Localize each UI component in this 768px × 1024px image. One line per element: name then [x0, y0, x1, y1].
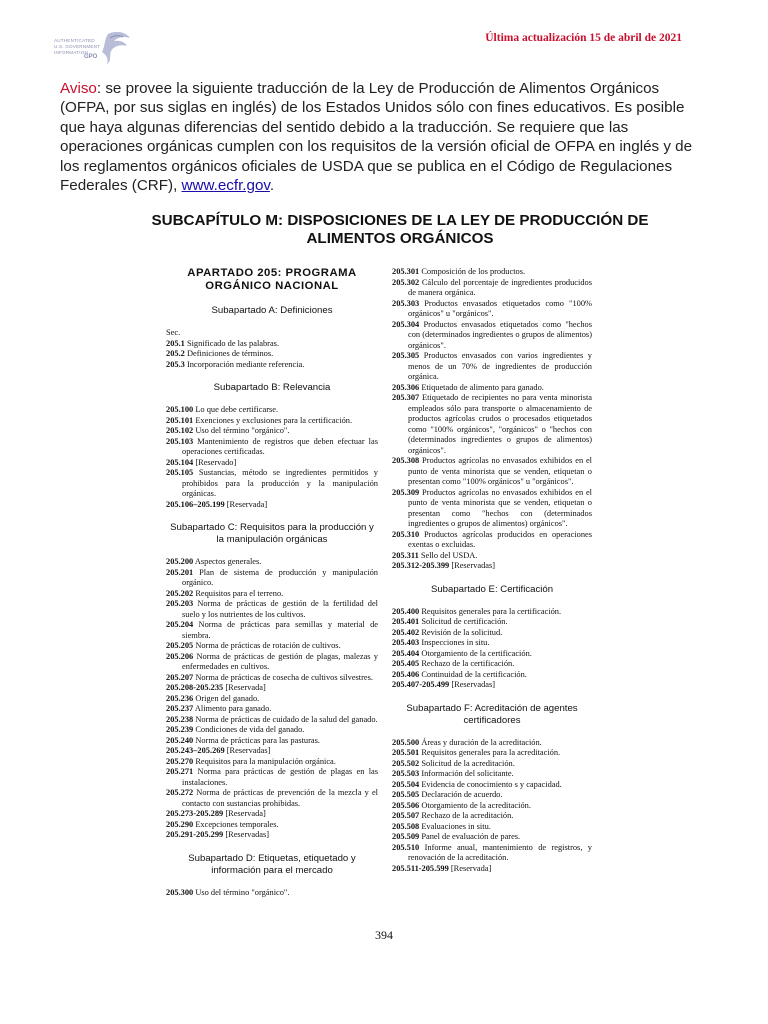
toc-entry [166, 426, 378, 437]
toc-entry [392, 811, 592, 822]
section-title: Rechazo de la acreditación. [419, 811, 514, 820]
section-title: Mantenimiento de registros que deben efectuar las operaciones certificadas. [182, 436, 378, 456]
subpart-d-list-right [392, 267, 592, 572]
toc-entry [166, 599, 378, 620]
section-title: Sustancias, método se ingredientes permitidos y prohibidos para la producción y la manipulación orgánicas. [182, 468, 378, 498]
section-number: 205.207 [166, 672, 194, 682]
subpart-a-title: Subapartado A: Definiciones [211, 305, 333, 316]
section-number: 205.504 [392, 779, 420, 789]
subpart-d-list-left [166, 888, 378, 899]
section-number: 205.272 [166, 788, 194, 797]
section-number: 205.403 [392, 638, 420, 647]
notice-text: : se provee la siguiente traducción de la Ley de Producción de Alimentos Orgánicos (OFPA, por sus siglas en inglés) de los Estados Unidos sólo con fines educativos. Es posible que haya algunas diferencias del sentido debido a la traducción. Se requiere que las operaciones orgánicas cumplen con los requisitos de la versión oficial de OFPA en inglés y de los reglamentos orgánicos oficiales de USDA que se publica en el Código de Regulaciones Federales (CRF), [60, 80, 693, 195]
toc-entry [166, 788, 378, 809]
toc-entry [166, 767, 378, 788]
section-number: 205.302 [392, 277, 420, 287]
toc-entry [392, 659, 592, 670]
section-number: 205.203 [166, 599, 194, 608]
section-number: 205.311 [392, 550, 419, 560]
section-number: 205.1 [166, 338, 185, 348]
section-number: 205.510 [392, 842, 420, 852]
toc-entry [166, 339, 378, 350]
section-number: 205.308 [392, 456, 420, 465]
section-number: 205.270 [166, 756, 194, 766]
section-title: Productos envasados etiquetados como "100% orgánicos" u "orgánicos". [408, 298, 592, 318]
section-number: 205.106–205.199 [166, 499, 225, 509]
notice-label: Aviso [60, 80, 97, 97]
section-number: 205.402 [392, 627, 420, 637]
toc-entry [166, 746, 378, 757]
toc-entry [392, 670, 592, 681]
section-number: 205.500 [392, 737, 420, 747]
toc-entry [166, 888, 378, 899]
logo-text-line-1: AUTHENTICATED [54, 38, 95, 43]
toc-entry [166, 683, 378, 694]
section-number: 205.201 [166, 567, 194, 577]
section-title: Productos agrícolas producidos en operaciones exentas o excluidas. [408, 529, 592, 549]
section-title: Norma de prácticas de gestión de la fertilidad del suelo y los nutrientes de los cultivos. [182, 599, 378, 619]
section-number: 205.312-205.399 [392, 561, 450, 570]
subpart-c-title: Subapartado C: Requisitos para la producción y la manipulación orgánicas [170, 522, 374, 545]
section-number: 205.509 [392, 832, 420, 841]
section-title: Inspecciones in situ. [419, 638, 490, 647]
toc-entry [392, 607, 592, 618]
toc-entry [166, 416, 378, 427]
section-number: 205.200 [166, 557, 194, 566]
subpart-f-title: Subapartado F: Acreditación de agentes certificadores [406, 702, 578, 726]
toc-entry [166, 458, 378, 469]
section-title: [Reservadas] [449, 561, 496, 570]
section-title: Requisitos generales para la acreditación. [419, 748, 561, 757]
section-number: 205.301 [392, 267, 420, 276]
toc-entry [392, 267, 592, 278]
logo-mark: GPO [84, 54, 98, 60]
section-number: 205.503 [392, 769, 420, 778]
section-number: 205.307 [392, 393, 420, 402]
eagle-icon [50, 28, 140, 70]
section-title: Revisión de la solicitud. [419, 627, 503, 637]
toc-entry [392, 769, 592, 780]
section-title: Uso del término "orgánico". [193, 887, 290, 897]
section-title: Panel de evaluación de pares. [419, 832, 521, 841]
toc-entry [392, 530, 592, 551]
section-number: 205.407-205.499 [392, 680, 450, 689]
toc-entry [166, 620, 378, 641]
section-title: Lo que debe certificarse. [193, 405, 279, 414]
section-title: Norma de prácticas de cosecha de cultivos silvestres. [193, 672, 373, 682]
section-title: Norma de prácticas para semillas y material de siembra. [182, 620, 378, 640]
section-title: Evidencia de conocimiento s y capacidad. [419, 779, 562, 789]
toc-entry [392, 299, 592, 320]
section-title: Áreas y duración de la acreditación. [419, 737, 542, 747]
chapter-title: SUBCAPÍTULO M: DISPOSICIONES DE LA LEY DE PRODUCCIÓN DE ALIMENTOS ORGÁNICOS [151, 212, 649, 247]
section-title: [Reservada] [224, 499, 268, 509]
section-title: Definiciones de términos. [184, 349, 274, 358]
toc-entry [166, 725, 378, 736]
section-title: Evaluaciones in situ. [419, 821, 491, 831]
section-title: Otorgamiento de la certificación. [419, 648, 532, 658]
section-number: 205.404 [392, 648, 420, 658]
toc-entry [392, 383, 592, 394]
section-title: Norma de prácticas para las pasturas. [193, 735, 320, 745]
section-title: Productos agrícolas no envasados exhibidos en el punto de venta minorista que se venden, etiquetan o presentan como "hechos con (determinados ingredientes o grupos de alimentos) orgánicos". [408, 487, 592, 528]
section-number: 205.237 [166, 704, 194, 713]
section-number: 205.505 [392, 790, 420, 799]
toc-entry [166, 820, 378, 831]
section-title: [Reservada] [448, 863, 492, 873]
section-number: 205.236 [166, 693, 194, 703]
section-number: 205.400 [392, 606, 420, 616]
section-number: 205.501 [392, 748, 420, 757]
part-title: APARTADO 205: PROGRAMA ORGÁNICO NACIONAL [187, 267, 357, 292]
toc-entry [166, 694, 378, 705]
toc-entry [166, 652, 378, 673]
notice-end: . [269, 177, 275, 195]
section-title: Origen del ganado. [193, 693, 260, 703]
subpart-b-title: Subapartado B: Relevancia [213, 382, 331, 393]
ecfr-link[interactable]: www.ecfr.gov [181, 177, 270, 195]
section-title: Productos agrícolas no envasados exhibidos en el punto de venta minorista que se venden, etiquetan o presentan como "100% orgánicos" u "orgánicos". [408, 456, 592, 486]
toc-entry [392, 456, 592, 488]
page-number: 394 [375, 928, 393, 942]
toc-entry [166, 360, 378, 371]
section-number: 205.306 [392, 382, 420, 392]
section-title: Requisitos para la manipulación orgánica. [193, 756, 336, 766]
toc-entry [166, 568, 378, 589]
section-number: 205.104 [166, 457, 194, 467]
section-title: Productos envasados con varios ingredientes y menos de un 70% de ingredientes de producción orgánica. [408, 351, 592, 381]
toc-column-left [166, 267, 378, 898]
toc-entry [392, 759, 592, 770]
section-number: 205.507 [392, 811, 420, 820]
section-title: Rechazo de la certificación. [419, 659, 515, 668]
translation-notice [60, 79, 700, 195]
section-title: [Reservadas] [223, 830, 270, 839]
toc-entry [166, 468, 378, 500]
toc-entry [392, 628, 592, 639]
toc-entry [392, 561, 592, 572]
section-number: 205.290 [166, 819, 194, 829]
gpo-authenticated-logo [50, 28, 140, 70]
section-title: Informe anual, mantenimiento de registros, y renovación de la acreditación. [408, 842, 592, 862]
toc-entry [166, 349, 378, 360]
section-number: 205.204 [166, 620, 194, 629]
section-number: 205.305 [392, 351, 420, 360]
subpart-f-list [392, 738, 592, 875]
section-number: 205.401 [392, 617, 420, 626]
section-number: 205.101 [166, 415, 194, 425]
section-number: 205.406 [392, 669, 420, 679]
section-number: 205.405 [392, 659, 420, 668]
section-number: 205.205 [166, 641, 194, 650]
toc-entry [166, 405, 378, 416]
toc-entry [392, 864, 592, 875]
toc-entry [166, 830, 378, 841]
sec-label: Sec. [166, 328, 181, 337]
section-title: [Reservadas] [449, 680, 496, 689]
section-number: 205.238 [166, 714, 194, 724]
section-title: Alimento para ganado. [193, 704, 272, 713]
section-title: Norma de prácticas de cuidado de la salud del ganado. [193, 714, 378, 724]
section-number: 205.208-205.235 [166, 683, 224, 692]
section-number: 205.303 [392, 298, 420, 308]
section-title: [Reservada] [223, 683, 266, 692]
section-number: 205.506 [392, 800, 420, 810]
section-title: Requisitos generales para la certificación. [419, 606, 562, 616]
section-title: Norma de prácticas de prevención de la mezcla y el contacto con sustancias prohibidas. [182, 788, 378, 808]
section-title: [Reservada] [223, 809, 266, 818]
section-title: Composición de los productos. [419, 267, 526, 276]
toc-entry [392, 351, 592, 383]
section-number: 205.240 [166, 735, 194, 745]
toc-entry [166, 557, 378, 568]
section-title: Condiciones de vida del ganado. [193, 725, 305, 734]
section-number: 205.2 [166, 349, 185, 358]
section-title: Declaración de acuerdo. [419, 790, 503, 799]
section-title: Sello del USDA. [418, 550, 478, 560]
section-number: 205.239 [166, 725, 194, 734]
toc-entry [392, 748, 592, 759]
toc-entry [392, 832, 592, 843]
section-number: 205.273-205.289 [166, 809, 224, 818]
toc-entry [392, 393, 592, 456]
section-number: 205.3 [166, 359, 185, 369]
toc-entry [392, 822, 592, 833]
section-number: 205.511-205.599 [392, 863, 449, 873]
section-title: Norma para prácticas de gestión de plagas en las instalaciones. [182, 767, 378, 787]
section-title: Uso del término "orgánico". [193, 426, 290, 435]
toc-entry [166, 589, 378, 600]
toc-entry [166, 757, 378, 768]
section-title: Información del solicitante. [419, 769, 514, 778]
subpart-e-title: Subapartado E: Certificación [430, 583, 554, 595]
section-title: Norma de prácticas de gestión de plagas, malezas y enfermedades en cultivos. [182, 651, 378, 671]
toc-entry [392, 680, 592, 691]
toc-entry [166, 736, 378, 747]
section-number: 205.100 [166, 405, 194, 414]
section-title: [Reservadas] [224, 746, 271, 755]
section-title: Continuidad de la certificación. [419, 669, 527, 679]
toc-entry [166, 715, 378, 726]
toc-entry [392, 551, 592, 562]
toc-entry [392, 617, 592, 628]
subpart-c-list [166, 557, 378, 841]
toc-entry [392, 790, 592, 801]
toc-entry [166, 809, 378, 820]
section-number: 205.291-205.299 [166, 830, 224, 839]
toc-entry [392, 738, 592, 749]
section-number: 205.243–205.269 [166, 746, 225, 755]
section-number: 205.105 [166, 468, 194, 477]
section-title: Solicitud de la acreditación. [419, 758, 515, 768]
toc-entry [166, 641, 378, 652]
subpart-a-list [166, 339, 378, 371]
section-number: 205.309 [392, 487, 420, 497]
section-number: 205.206 [166, 651, 194, 661]
toc-entry [392, 278, 592, 299]
logo-text-line-3: INFORMATION [54, 50, 89, 55]
section-title: Incorporación mediante referencia. [184, 359, 305, 369]
section-number: 205.304 [392, 319, 420, 329]
section-title: Productos envasados etiquetados como "hechos con (determinados ingredientes o grupos de alimentos) orgánicos". [408, 319, 592, 350]
section-number: 205.502 [392, 758, 420, 768]
section-title: Otorgamiento de la acreditación. [419, 800, 531, 810]
section-title: Etiquetado de recipientes no para venta minorista empleados sólo para transporte o almacenamiento de productos agrícolas crudos o procesados etiquetados como "100% orgánicos", "orgánicos" o "hechos con (determinados ingredientes o grupos de alimentos) orgánicos". [408, 393, 592, 455]
section-title: Norma de prácticas de rotación de cultivos. [193, 641, 341, 650]
subpart-b-list [166, 405, 378, 510]
toc-entry [166, 673, 378, 684]
section-number: 205.202 [166, 588, 194, 598]
logo-text-line-2: U.S. GOVERNMENT [54, 44, 101, 49]
toc-entry [166, 704, 378, 715]
section-number: 205.508 [392, 821, 420, 831]
section-title: Solicitud de certificación. [419, 617, 508, 626]
toc-entry [392, 801, 592, 812]
section-number: 205.310 [392, 529, 420, 539]
section-title: Requisitos para el terreno. [193, 588, 284, 598]
toc-column-right [392, 267, 592, 874]
toc-entry [392, 780, 592, 791]
section-title: Excepciones temporales. [193, 819, 279, 829]
toc-entry [392, 488, 592, 530]
last-update-date: Última actualización 15 de abril de 2021 [485, 32, 682, 44]
subpart-e-list [392, 607, 592, 691]
toc-entry [392, 638, 592, 649]
section-title: Etiquetado de alimento para ganado. [419, 382, 544, 392]
toc-entry [392, 649, 592, 660]
toc-entry [166, 500, 378, 511]
toc-entry [392, 320, 592, 352]
section-title: Exenciones y exclusiones para la certificación. [193, 415, 353, 425]
section-title: [Reservado] [193, 457, 237, 467]
section-number: 205.300 [166, 887, 194, 897]
toc-entry [392, 843, 592, 864]
section-number: 205.102 [166, 426, 194, 435]
subpart-d-title: Subapartado D: Etiquetas, etiquetado y información para el mercado [188, 852, 356, 876]
section-title: Significado de las palabras. [184, 338, 280, 348]
section-number: 205.271 [166, 767, 194, 776]
section-title: Cálculo del porcentaje de ingredientes producidos de manera orgánica. [408, 277, 592, 297]
section-number: 205.103 [166, 436, 194, 446]
toc-entry [166, 437, 378, 458]
section-title: Plan de sistema de producción y manipulación orgánico. [182, 567, 378, 587]
section-title: Aspectos generales. [193, 557, 262, 566]
